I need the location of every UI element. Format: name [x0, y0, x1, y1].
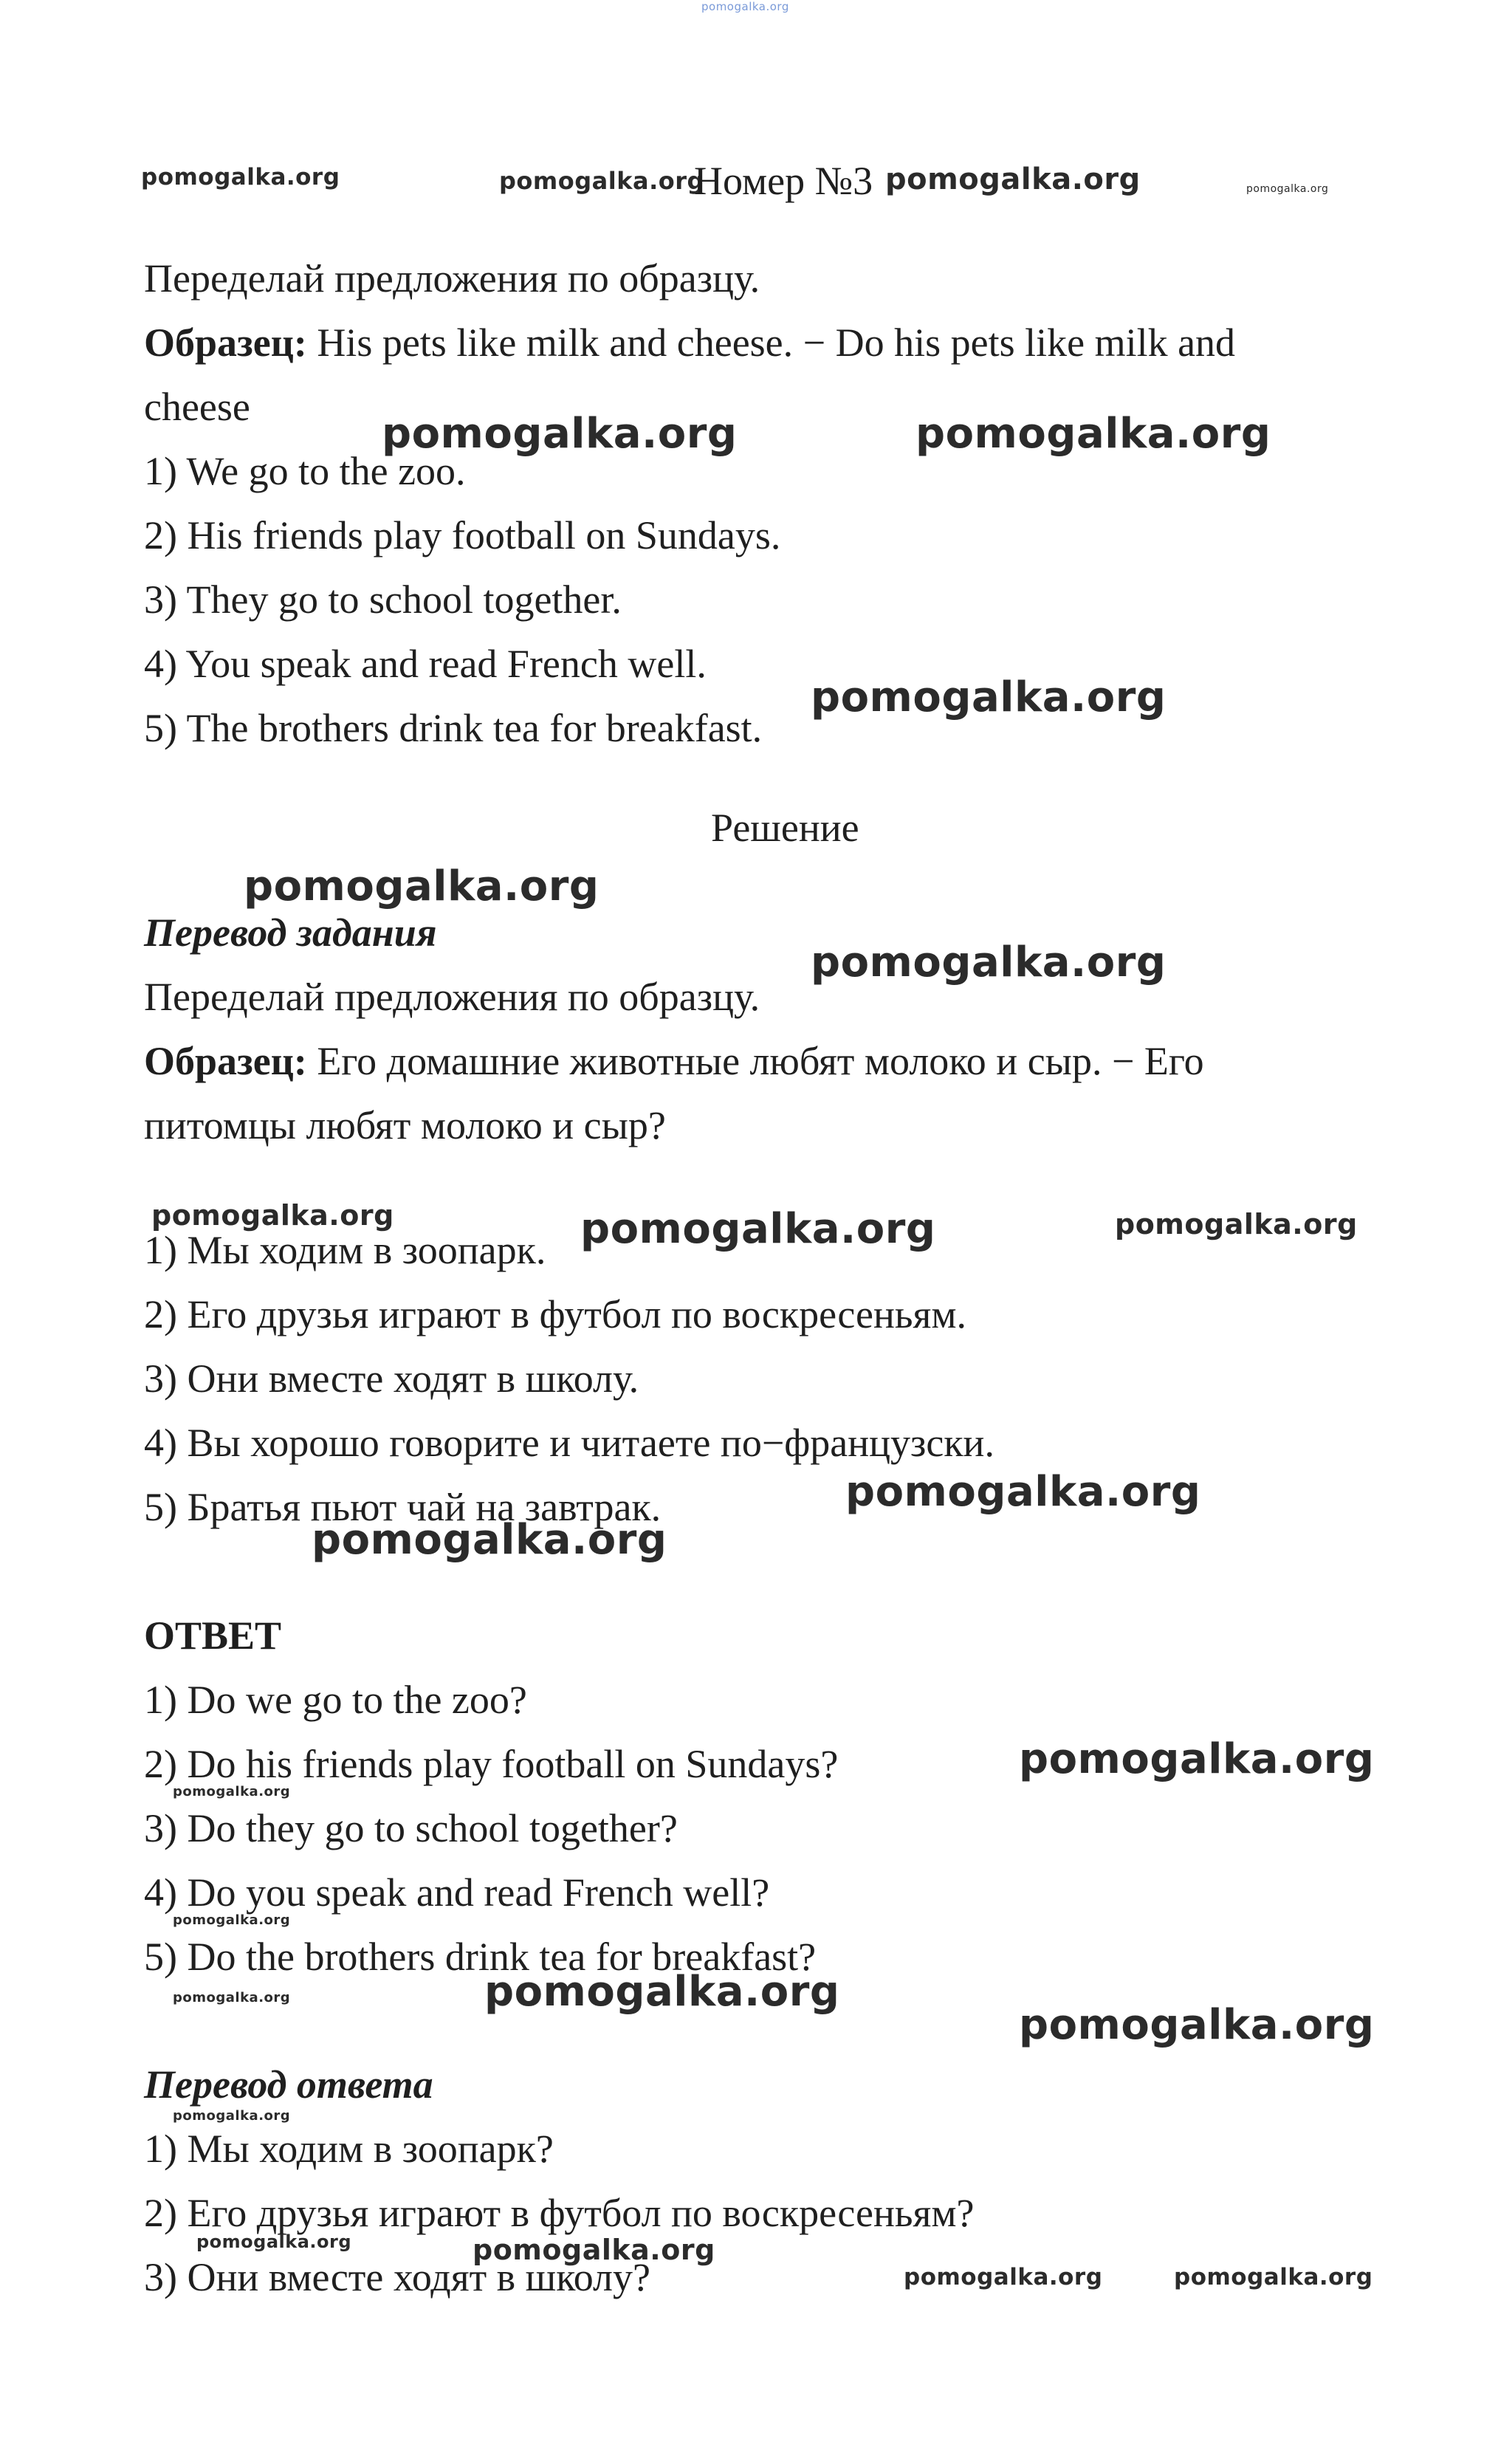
watermark: pomogalka.org	[499, 167, 704, 195]
watermark: pomogalka.org	[312, 1516, 667, 1564]
answer-heading: ОТВЕТ	[144, 1613, 282, 1658]
answer-sentence: 3) Do they go to school together?	[144, 1806, 678, 1850]
task-sentence: 3) They go to school together.	[144, 577, 622, 622]
watermark: pomogalka.org	[1246, 183, 1329, 195]
watermark: pomogalka.org	[141, 164, 340, 191]
watermark: pomogalka.org	[1115, 1208, 1358, 1240]
watermark: pomogalka.org	[173, 1990, 291, 2005]
sample-text: His pets like milk and cheese. − Do his pets like milk and	[306, 320, 1236, 365]
watermark: pomogalka.org	[151, 1199, 394, 1232]
answer-translation-heading: Перевод ответа	[144, 2062, 433, 2107]
answer-sentence: 4) Do you speak and read French well?	[144, 1870, 770, 1915]
watermark: pomogalka.org	[845, 1468, 1201, 1516]
task-instruction: Переделай предложения по образцу.	[144, 256, 760, 301]
sample-label: Образец:	[144, 320, 307, 365]
answer-translation: 1) Мы ходим в зоопарк?	[144, 2127, 554, 2171]
solution-instruction: Переделай предложения по образцу.	[144, 975, 760, 1019]
task-sample-cont: cheese	[144, 385, 250, 429]
sample-label: Образец:	[144, 1039, 307, 1083]
answer-translation: 2) Его друзья играют в футбол по воскресеньям?	[144, 2191, 975, 2235]
solution-sentence: 2) Его друзья играют в футбол по воскресеньям.	[144, 1292, 967, 1336]
watermark: pomogalka.org	[173, 2108, 291, 2124]
watermark: pomogalka.org	[244, 862, 599, 910]
watermark: pomogalka.org	[173, 1784, 291, 1799]
solution-sample	[144, 1035, 1204, 1087]
solution-heading: Решение	[711, 806, 859, 850]
watermark: pomogalka.org	[196, 2231, 352, 2252]
watermark: pomogalka.org	[473, 2234, 715, 2266]
page-title: Номер №3	[694, 159, 873, 203]
task-sentence: 2) His friends play football on Sundays.	[144, 513, 781, 557]
task-sample	[144, 317, 1235, 368]
solution-sentence: 1) Мы ходим в зоопарк.	[144, 1228, 546, 1272]
watermark: pomogalka.org	[484, 1968, 840, 2016]
watermark: pomogalka.org	[580, 1205, 936, 1253]
task-sentence: 4) You speak and read French well.	[144, 642, 707, 686]
solution-sentence: 3) Они вместе ходят в школу.	[144, 1356, 639, 1401]
watermark: pomogalka.org	[904, 2264, 1103, 2290]
watermark: pomogalka.org	[701, 0, 789, 13]
solution-sentence: 4) Вы хорошо говорите и читаете по−французски.	[144, 1421, 994, 1465]
watermark: pomogalka.org	[382, 410, 738, 458]
watermark: pomogalka.org	[1019, 1735, 1375, 1783]
answer-sentence: 1) Do we go to the zoo?	[144, 1678, 527, 1722]
task-sentence: 5) The brothers drink tea for breakfast.	[144, 706, 763, 750]
watermark: pomogalka.org	[811, 938, 1167, 986]
watermark: pomogalka.org	[1174, 2264, 1373, 2290]
watermark: pomogalka.org	[1019, 2001, 1375, 2049]
task-sentence: 1) We go to the zoo.	[144, 449, 466, 493]
answer-sentence: 5) Do the brothers drink tea for breakfast?	[144, 1935, 817, 1979]
watermark: pomogalka.org	[173, 1912, 291, 1928]
sample-text: Его домашние животные любят молоко и сыр. − Его	[306, 1039, 1204, 1083]
solution-sentence: 5) Братья пьют чай на завтрак.	[144, 1485, 662, 1529]
watermark: pomogalka.org	[915, 410, 1271, 458]
answer-translation: 3) Они вместе ходят в школу?	[144, 2255, 650, 2299]
answer-sentence: 2) Do his friends play football on Sundays?	[144, 1742, 839, 1786]
translation-heading: Перевод задания	[144, 910, 437, 955]
solution-sample-cont: питомцы любят молоко и сыр?	[144, 1103, 666, 1147]
watermark: pomogalka.org	[885, 162, 1141, 196]
watermark: pomogalka.org	[811, 673, 1167, 721]
